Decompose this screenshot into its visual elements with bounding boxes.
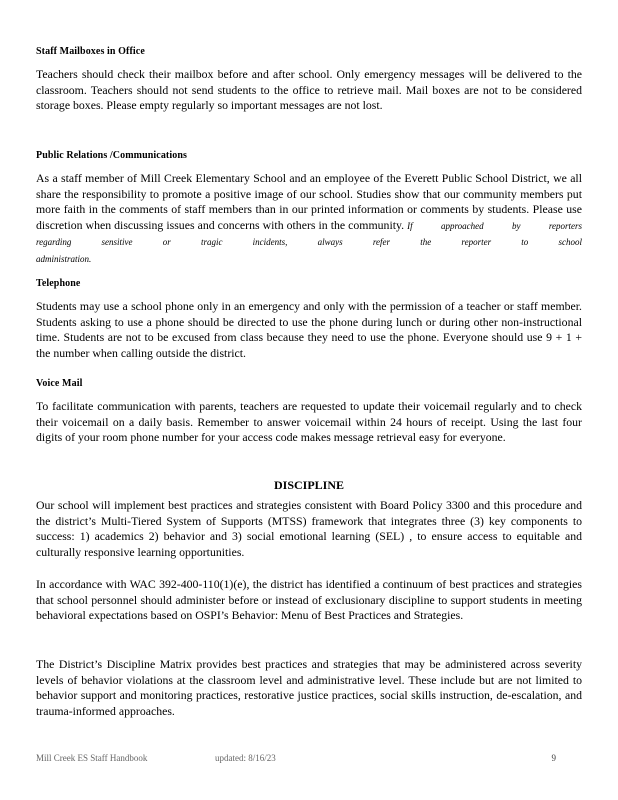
footer-page-number: 9 — [551, 753, 556, 763]
voice-mail-text: To facilitate communication with parents, teachers are requested to update their voicemail regularly and to check their voicemail on a daily basis. Remember to answer voicemail within 24 hours of receipt. Using the last four digits of your room phone number for your access code makes message retrieval easy for everyone. — [36, 399, 582, 445]
footer-handbook-title: Mill Creek ES Staff Handbook — [36, 753, 148, 763]
telephone-heading: Telephone — [36, 278, 81, 289]
voice-mail-heading: Voice Mail — [36, 378, 83, 389]
discipline-section — [36, 498, 582, 560]
public-relations-body: As a staff member of Mill Creek Elementary School and an employee of the Everett Public School District, we all share the responsibility to promote a positive image of our school. Studies show that our community members put more faith in the comments of staff members than in our printed information or comments by students. Please use discretion when discussing issues and concerns with others in the community. — [36, 171, 582, 232]
telephone-section — [36, 278, 582, 361]
discipline-paragraph-1: Our school will implement best practices and strategies consistent with Board Policy 3300 and this procedure and the district’s Multi-Tiered System of Supports (MTSS) framework that integrates three (3) key components to success: 1) academics 2) behavior and 3) social emotional learning (SEL) , to ensure access to equitable and culturally responsive learning opportunities. — [36, 498, 582, 559]
mailboxes-section — [36, 46, 582, 114]
discipline-heading: DISCIPLINE — [273, 478, 345, 492]
voice-mail-section — [36, 378, 582, 446]
public-relations-section — [36, 150, 582, 268]
footer-updated-date: updated: 8/16/23 — [215, 753, 276, 763]
discipline-paragraph-3: The District’s Discipline Matrix provides best practices and strategies that may be administered across severity levels of behavior violations at the classroom level and administrative level. These include but are not limited to behavior support and monitoring practices, restorative justice practices, social skills instruction, de-escalation, and trauma-informed approaches. — [36, 657, 582, 718]
page-footer — [36, 753, 582, 767]
mailboxes-heading: Staff Mailboxes in Office — [36, 46, 145, 57]
telephone-text: Students may use a school phone only in an emergency and only with the permission of a teacher or staff member. Students asking to use a phone should be directed to use the phone during lunch or during other non-instructional time. Students are not to be excused from class because they need to use the phone. Everyone should use 9 + 1 + the number when calling outside the district. — [36, 299, 582, 360]
discipline-section-2 — [36, 577, 582, 624]
discipline-section-3 — [36, 657, 582, 719]
mailboxes-text: Teachers should check their mailbox before and after school. Only emergency messages will be delivered to the classroom. Teachers should not send students to the office to retrieve mail. Mail boxes are not to be considered storage boxes. Please empty regularly so important messages are not lost. — [36, 67, 582, 113]
public-relations-italic-note: If approached by reporters regarding sensitive or tragic incidents, always refer the reporter to school administration. — [36, 220, 582, 264]
discipline-paragraph-2: In accordance with WAC 392-400-110(1)(e), the district has identified a continuum of best practices and strategies that school personnel should administer before or instead of exclusionary discipline to support students in meeting behavioral expectations based on OSPI’s Behavior: Menu of Best Practices and Strategies. — [36, 577, 582, 623]
public-relations-text — [36, 171, 582, 268]
public-relations-heading: Public Relations /Communications — [36, 150, 187, 161]
